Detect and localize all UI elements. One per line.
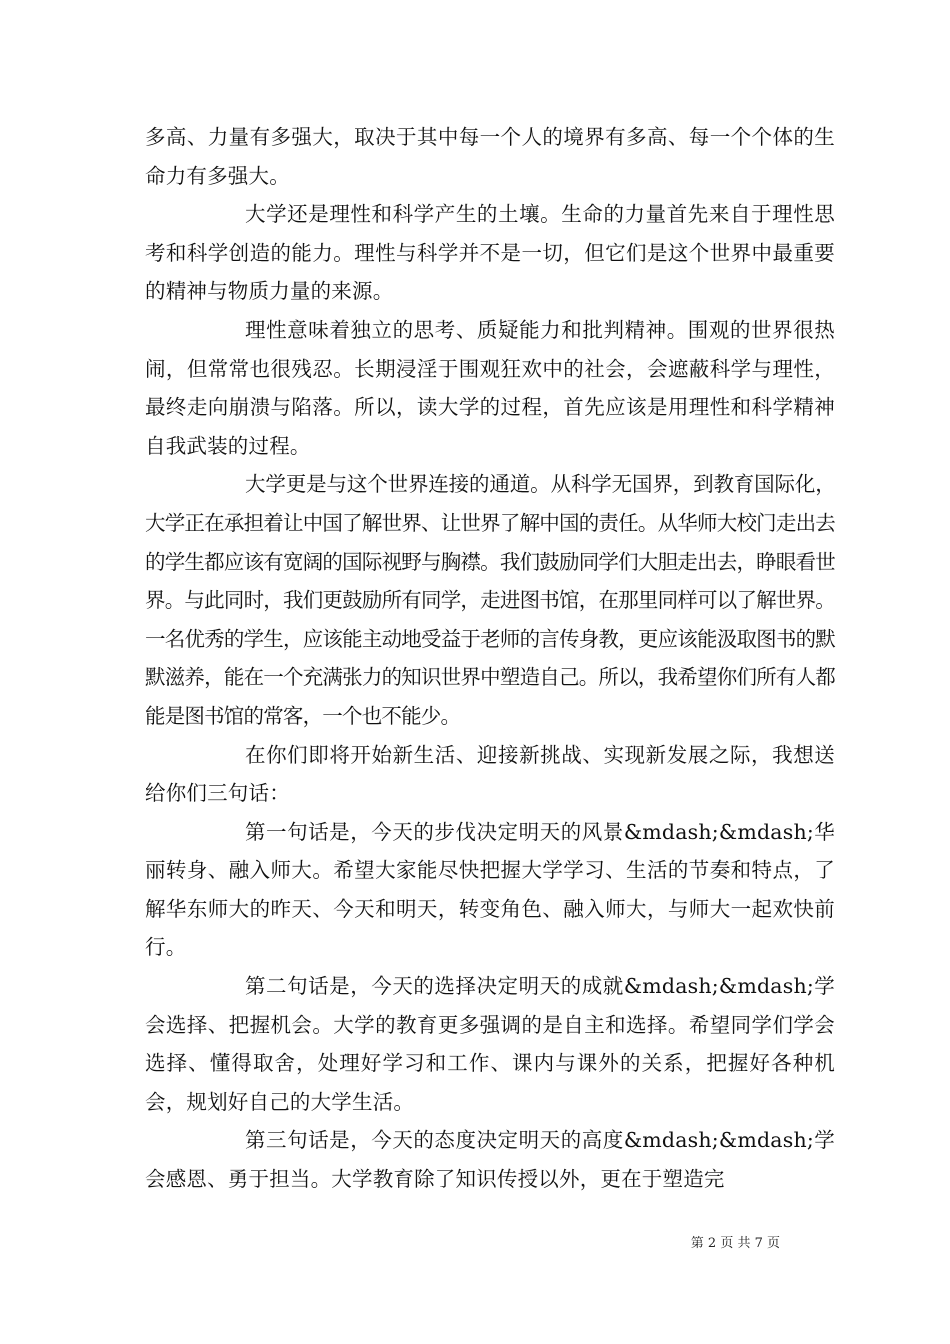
paragraph-continuation: 多高、力量有多强大，取决于其中每一个人的境界有多高、每一个个体的生命力有多强大。 bbox=[145, 125, 835, 188]
paragraph-world-connection: 大学更是与这个世界连接的通道。从科学无国界，到教育国际化，大学正在承担着让中国了解世界、让世界了解中国的责任。从华师大校门走出去的学生都应该有宽阔的国际视野与胸襟。我们鼓励同学们大胆走出去，睁眼看世界。与此同时，我们更鼓励所有同学，走进图书馆，在那里同样可以了解世界。一名优秀的学生，应该能主动地受益于老师的言传身教，更应该能汲取图书的默默滋养，能在一个充满张力的知识世界中塑造自己。所以，我希望你们所有人都能是图书馆的常客，一个也不能少。 bbox=[145, 472, 835, 728]
paragraph-reason-science: 大学还是理性和科学产生的土壤。生命的力量首先来自于理性思考和科学创造的能力。理性与科学并不是一切，但它们是这个世界中最重要的精神与物质力量的来源。 bbox=[145, 202, 835, 304]
page-number-footer: 第 2 页 共 7 页 bbox=[690, 1236, 780, 1251]
paragraph-three-sentences-intro: 在你们即将开始新生活、迎接新挑战、实现新发展之际，我想送给你们三句话： bbox=[145, 742, 835, 806]
paragraph-second-sentence: 第二句话是，今天的选择决定明天的成就&mdash;&mdash;学会选择、把握机会。大学的教育更多强调的是自主和选择。希望同学们学会选择、懂得取舍，处理好学习和工作、课内与课外的关系，把握好各种机会，规划好自己的大学生活。 bbox=[145, 974, 835, 1114]
paragraph-independent-thinking: 理性意味着独立的思考、质疑能力和批判精神。围观的世界很热闹，但常常也很残忍。长期浸淫于围观狂欢中的社会，会遮蔽科学与理性，最终走向崩溃与陷落。所以，读大学的过程，首先应该是用理性和科学精神自我武装的过程。 bbox=[145, 317, 835, 458]
paragraph-third-sentence: 第三句话是，今天的态度决定明天的高度&mdash;&mdash;学会感恩、勇于担当。大学教育除了知识传授以外，更在于塑造完 bbox=[145, 1128, 835, 1192]
body-text bbox=[145, 118, 835, 1199]
paragraph-first-sentence: 第一句话是，今天的步伐决定明天的风景&mdash;&mdash;华丽转身、融入师大。希望大家能尽快把握大学学习、生活的节奏和特点，了解华东师大的昨天、今天和明天，转变角色、融入师大，与师大一起欢快前行。 bbox=[145, 819, 835, 960]
